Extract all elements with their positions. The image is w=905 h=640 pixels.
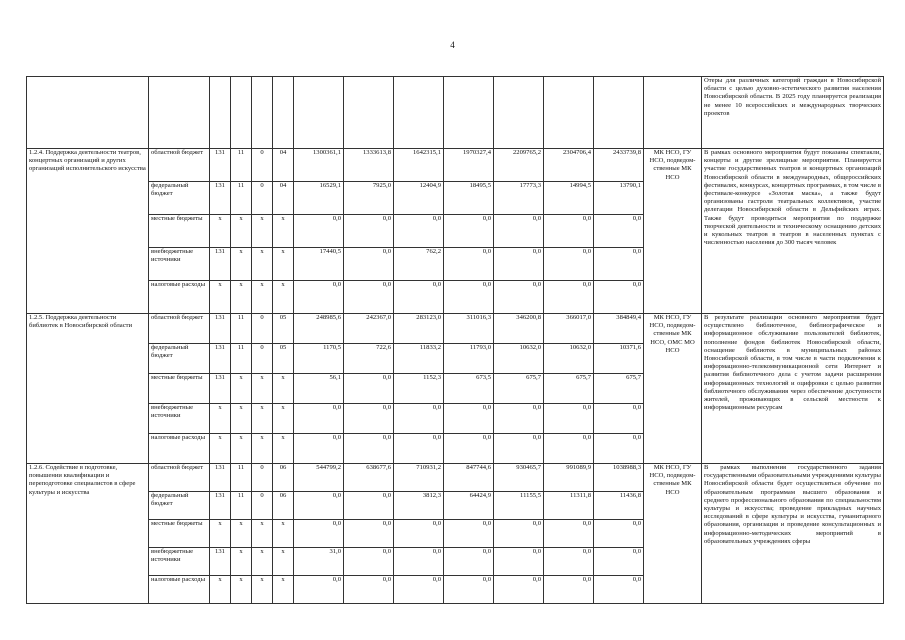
budget-code-cell: 04: [273, 149, 294, 182]
amount-cell: 0,0: [344, 215, 394, 248]
amount-cell: 673,5: [444, 374, 494, 404]
budget-code-cell: x: [231, 404, 252, 434]
budget-code-cell: x: [210, 576, 231, 604]
amount-cell: 0,0: [594, 248, 644, 281]
amount-cell: 17440,5: [294, 248, 344, 281]
amount-cell: 0,0: [544, 215, 594, 248]
amount-cell: 0,0: [444, 520, 494, 548]
activity-title: 1.2.6. Содействие в подготовке, повышении квалификации и переподготовке специалистов в сфере культуры и искусства: [27, 464, 149, 604]
amount-cell: 0,0: [394, 576, 444, 604]
amount-cell: 2304706,4: [544, 149, 594, 182]
budget-code-cell: x: [231, 434, 252, 464]
amount-cell: 0,0: [344, 374, 394, 404]
funding-row: [27, 314, 884, 344]
budget-code-cell: 131: [210, 314, 231, 344]
budget-code-cell: 0: [252, 464, 273, 492]
amount-cell: 11436,8: [594, 492, 644, 520]
amount-cell: 56,1: [294, 374, 344, 404]
amount-cell: 0,0: [394, 281, 444, 314]
amount-cell: 248985,6: [294, 314, 344, 344]
amount-cell: 1170,5: [294, 344, 344, 374]
amount-cell: 0,0: [294, 281, 344, 314]
funding-source: областной бюджет: [149, 464, 210, 492]
budget-code-cell: x: [252, 374, 273, 404]
expected-results: В результате реализации основного мероприятия будет осуществлено библиотечное, библиографическое и информационное обслуживание пользователей библиотек, пополнение фондов библиотек Новосибирской области, оснащение библиотек в муниципальных районах Новосибирской области, в том числе в части подключения к информационно-телекоммуникационной сети Интернет и развития библиотечного дела с учетом задачи расширения информационных технологий и оцифровки с целью развития библиотечного обслуживания через обеспечение доступности жителей, проживающих в сельской местности к информационным ресурсам: [702, 314, 884, 464]
amount-cell: 675,7: [594, 374, 644, 404]
budget-code-cell: 131: [210, 149, 231, 182]
budget-code-cell: x: [252, 281, 273, 314]
funding-source: внебюджетные источники: [149, 404, 210, 434]
funding-source: областной бюджет: [149, 149, 210, 182]
program-activities-table: [26, 76, 884, 604]
amount-cell: 0,0: [344, 281, 394, 314]
amount-cell: 0,0: [594, 281, 644, 314]
amount-cell: 64424,9: [444, 492, 494, 520]
amount-cell: 0,0: [444, 576, 494, 604]
amount-cell: 7925,0: [344, 182, 394, 215]
amount-cell: 0,0: [494, 248, 544, 281]
amount-cell: 0,0: [294, 576, 344, 604]
amount-cell: 991089,9: [544, 464, 594, 492]
budget-code-cell: 0: [252, 344, 273, 374]
amount-cell: 18495,5: [444, 182, 494, 215]
amount-cell: 0,0: [594, 576, 644, 604]
amount-cell: 710931,2: [394, 464, 444, 492]
amount-cell: 722,6: [344, 344, 394, 374]
amount-cell: 2209765,2: [494, 149, 544, 182]
budget-code-cell: 11: [231, 314, 252, 344]
budget-code-cell: x: [210, 520, 231, 548]
amount-cell: 0,0: [344, 434, 394, 464]
budget-code-cell: 11: [231, 464, 252, 492]
amount-cell: 847744,6: [444, 464, 494, 492]
amount-cell: 3812,3: [394, 492, 444, 520]
budget-code-cell: 04: [273, 182, 294, 215]
budget-code-cell: x: [210, 215, 231, 248]
budget-code-cell: x: [231, 548, 252, 576]
budget-code-cell: x: [231, 576, 252, 604]
budget-code-cell: x: [252, 576, 273, 604]
amount-cell: 544799,2: [294, 464, 344, 492]
amount-cell: 0,0: [344, 520, 394, 548]
budget-code-cell: 131: [210, 248, 231, 281]
funding-row: [27, 464, 884, 492]
amount-cell: 13790,1: [594, 182, 644, 215]
amount-cell: 0,0: [444, 548, 494, 576]
budget-code-cell: x: [252, 215, 273, 248]
budget-code-cell: x: [273, 374, 294, 404]
funding-source: федеральный бюджет: [149, 344, 210, 374]
amount-cell: 0,0: [294, 520, 344, 548]
continuation-row: [27, 77, 884, 149]
amount-cell: 10632,0: [494, 344, 544, 374]
amount-cell: 0,0: [494, 520, 544, 548]
amount-cell: 638677,6: [344, 464, 394, 492]
amount-cell: 0,0: [394, 548, 444, 576]
expected-results: В рамках основного мероприятия будут показаны спектакли, концерты и другие зрелищные мероприятия. Планируется участие государственных театров и концертных организаций Новосибирской области в международных, общероссийских фестивалях, конкурсах, концертных программах, в том числе в фестивале-конкурсе «Золотая маска», а также будут организованы гастроли театральных коллективов, участие делегации Новосибирской области в Дельфийских играх. Также будут проводиться мероприятия по поддержке творческой деятельности и техническому оснащению детских и кукольных театров в театров в населенных пунктах с численностью населения до 300 тысяч человек: [702, 149, 884, 314]
amount-cell: 930465,7: [494, 464, 544, 492]
amount-cell: 1038988,3: [594, 464, 644, 492]
amount-cell: 14994,5: [544, 182, 594, 215]
amount-cell: 384849,4: [594, 314, 644, 344]
amount-cell: 17773,3: [494, 182, 544, 215]
amount-cell: 0,0: [444, 404, 494, 434]
amount-cell: 0,0: [444, 434, 494, 464]
funding-source: местные бюджеты: [149, 374, 210, 404]
funding-source: местные бюджеты: [149, 215, 210, 248]
amount-cell: 0,0: [394, 520, 444, 548]
amount-cell: 0,0: [494, 576, 544, 604]
amount-cell: 0,0: [494, 281, 544, 314]
budget-code-cell: x: [252, 548, 273, 576]
budget-code-cell: x: [252, 434, 273, 464]
amount-cell: 0,0: [594, 215, 644, 248]
budget-code-cell: x: [231, 374, 252, 404]
amount-cell: 10371,6: [594, 344, 644, 374]
amount-cell: 1152,3: [394, 374, 444, 404]
amount-cell: 0,0: [494, 548, 544, 576]
budget-code-cell: x: [252, 248, 273, 281]
amount-cell: 0,0: [544, 404, 594, 434]
responsible-executors: МК НСО, ГУ НСО, подведом-ственные МК НСО: [644, 149, 702, 314]
amount-cell: 11311,8: [544, 492, 594, 520]
amount-cell: 1642315,1: [394, 149, 444, 182]
budget-code-cell: 05: [273, 344, 294, 374]
amount-cell: 0,0: [594, 404, 644, 434]
amount-cell: 762,2: [394, 248, 444, 281]
funding-source: внебюджетные источники: [149, 248, 210, 281]
amount-cell: 2433739,8: [594, 149, 644, 182]
amount-cell: 0,0: [394, 215, 444, 248]
amount-cell: 0,0: [344, 492, 394, 520]
responsible-executors: МК НСО, ГУ НСО, подведом-ственные МК НСО, ОМС МО НСО: [644, 314, 702, 464]
budget-code-cell: 131: [210, 344, 231, 374]
amount-cell: 366017,0: [544, 314, 594, 344]
budget-code-cell: 0: [252, 182, 273, 215]
budget-code-cell: 0: [252, 314, 273, 344]
amount-cell: 16529,1: [294, 182, 344, 215]
budget-code-cell: x: [231, 520, 252, 548]
amount-cell: 0,0: [594, 434, 644, 464]
amount-cell: 0,0: [494, 404, 544, 434]
amount-cell: 0,0: [544, 520, 594, 548]
amount-cell: 0,0: [544, 281, 594, 314]
budget-code-cell: 11: [231, 492, 252, 520]
budget-code-cell: x: [273, 248, 294, 281]
budget-code-cell: x: [273, 434, 294, 464]
amount-cell: 0,0: [594, 520, 644, 548]
amount-cell: 0,0: [344, 404, 394, 434]
funding-source: налоговые расходы: [149, 576, 210, 604]
page-number: 4: [450, 40, 455, 50]
amount-cell: 31,0: [294, 548, 344, 576]
budget-code-cell: x: [210, 434, 231, 464]
budget-code-cell: x: [231, 281, 252, 314]
funding-source: федеральный бюджет: [149, 492, 210, 520]
expected-results: В рамках выполнения государственного задания государственными образовательными учреждениями культуры Новосибирской области будет осуществляться обучение по образовательным программам высшего образования и среднего профессионального образования по специальностям культуры и искусства; проведение прикладных научных исследований в сфере культуры и искусства, гуманитарного образования, организация и проведение консультационных и информационно-методических мероприятий в образовательных учреждениях сферы: [702, 464, 884, 604]
budget-code-cell: 0: [252, 149, 273, 182]
funding-source: федеральный бюджет: [149, 182, 210, 215]
amount-cell: 0,0: [394, 404, 444, 434]
budget-code-cell: 11: [231, 344, 252, 374]
funding-source: налоговые расходы: [149, 281, 210, 314]
amount-cell: 0,0: [494, 434, 544, 464]
budget-code-cell: x: [273, 548, 294, 576]
budget-code-cell: 131: [210, 464, 231, 492]
activity-title: 1.2.5. Поддержка деятельности библиотек в Новосибирской области: [27, 314, 149, 464]
amount-cell: 283123,0: [394, 314, 444, 344]
budget-code-cell: 131: [210, 548, 231, 576]
amount-cell: 0,0: [344, 248, 394, 281]
amount-cell: 0,0: [444, 215, 494, 248]
amount-cell: 346200,8: [494, 314, 544, 344]
amount-cell: 1970327,4: [444, 149, 494, 182]
budget-code-cell: 11: [231, 149, 252, 182]
amount-cell: 1300361,1: [294, 149, 344, 182]
funding-source: налоговые расходы: [149, 434, 210, 464]
amount-cell: 0,0: [294, 434, 344, 464]
budget-code-cell: 0: [252, 492, 273, 520]
activity-title: 1.2.4. Поддержка деятельности театров, концертных организаций и других организаций исполнительского искусства: [27, 149, 149, 314]
amount-cell: 675,7: [544, 374, 594, 404]
funding-source: внебюджетные источники: [149, 548, 210, 576]
responsible-executors: МК НСО, ГУ НСО, подведом-ственные МК НСО: [644, 464, 702, 604]
continuation-description: Отеры для различных категорий граждан в Новосибирской области с целью духовно-эстетического развития населения Новосибирской области. В 2025 году планируется реализация не менее 10 всероссийских и международных творческих проектов: [702, 77, 884, 149]
amount-cell: 0,0: [394, 434, 444, 464]
amount-cell: 0,0: [294, 404, 344, 434]
amount-cell: 311016,3: [444, 314, 494, 344]
budget-code-cell: x: [252, 404, 273, 434]
amount-cell: 0,0: [494, 215, 544, 248]
amount-cell: 675,7: [494, 374, 544, 404]
budget-code-cell: x: [273, 404, 294, 434]
amount-cell: 242367,0: [344, 314, 394, 344]
budget-code-cell: 131: [210, 374, 231, 404]
amount-cell: 0,0: [294, 215, 344, 248]
amount-cell: 0,0: [594, 548, 644, 576]
amount-cell: 11833,2: [394, 344, 444, 374]
budget-code-cell: 131: [210, 182, 231, 215]
funding-row: [27, 149, 884, 182]
amount-cell: 0,0: [444, 248, 494, 281]
amount-cell: 0,0: [444, 281, 494, 314]
budget-code-cell: x: [210, 281, 231, 314]
amount-cell: 0,0: [544, 576, 594, 604]
budget-code-cell: x: [273, 520, 294, 548]
amount-cell: 11793,0: [444, 344, 494, 374]
budget-code-cell: x: [273, 576, 294, 604]
budget-code-cell: x: [273, 215, 294, 248]
budget-code-cell: 06: [273, 492, 294, 520]
budget-code-cell: 11: [231, 182, 252, 215]
funding-source: областной бюджет: [149, 314, 210, 344]
budget-code-cell: 131: [210, 492, 231, 520]
amount-cell: 10632,0: [544, 344, 594, 374]
amount-cell: 11155,5: [494, 492, 544, 520]
budget-code-cell: x: [231, 248, 252, 281]
amount-cell: 12404,9: [394, 182, 444, 215]
budget-code-cell: x: [210, 404, 231, 434]
amount-cell: 0,0: [544, 548, 594, 576]
amount-cell: 0,0: [544, 248, 594, 281]
budget-code-cell: x: [252, 520, 273, 548]
budget-code-cell: x: [273, 281, 294, 314]
amount-cell: 0,0: [294, 492, 344, 520]
budget-code-cell: 06: [273, 464, 294, 492]
funding-source: местные бюджеты: [149, 520, 210, 548]
amount-cell: 0,0: [544, 434, 594, 464]
budget-code-cell: x: [231, 215, 252, 248]
budget-code-cell: 05: [273, 314, 294, 344]
amount-cell: 0,0: [344, 576, 394, 604]
amount-cell: 1333613,8: [344, 149, 394, 182]
amount-cell: 0,0: [344, 548, 394, 576]
